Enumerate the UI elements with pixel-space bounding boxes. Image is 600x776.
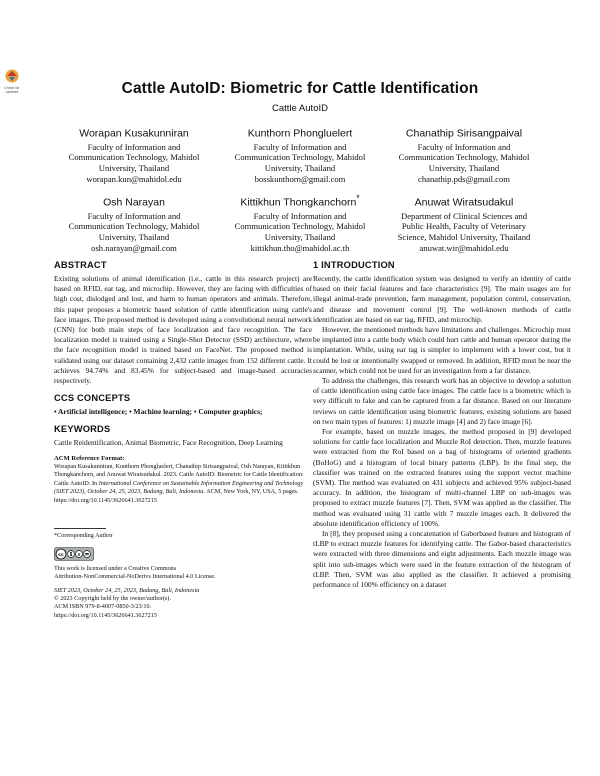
author-name: Anuwat Wiratsudakul <box>414 196 514 209</box>
creative-commons-badge[interactable] <box>54 547 94 561</box>
svg-text:$: $ <box>77 551 81 557</box>
intro-paragraph: To address the challenges, this research work has an objective to develop a solution of cattle identification using cattle face images. The cattle face is a biometric which is very difficult to fake and can be captured from a far distance. Based on our literature reviews on cattle identification using biometric features, existing solutions are based on two main types of features: 1) muzzle image [4] and 2) face image [6]. <box>313 376 571 426</box>
ccs-heading: CCS CONCEPTS <box>54 393 131 404</box>
author-affiliation: Faculty of Information and <box>87 210 181 221</box>
author-affiliation: Communication Technology, Mahidol <box>68 221 200 232</box>
abstract-text: Existing solutions of animal identification (i.e., cattle in this research project) are based on RFID, ear tag, and microchip. However, they are facing with difficulties of high cost, dislodged and lost, and harm to human operators and animals. Therefore, this paper proposes a biometric based solution of cattle identification using cattle's face images. The proposed method is developed using a convolutional neural network (CNN) for both main steps of face localization and face recognition. The face localization model is trained using a Single-Shot Detector (SSD) architecture, where the face recognition model is trained based on FaceNet. The proposed method is validated using our dataset containing 2,432 cattle images from 152 different cattle. It achieves 94.74% and 83.45% for subject-based and image-based accuracies respectively. <box>54 274 312 386</box>
author-email[interactable]: bosskunthorn@gmail.com <box>254 173 346 184</box>
author-affiliation: Faculty of Information and <box>87 141 181 152</box>
svg-text:cc: cc <box>58 553 64 559</box>
author-block <box>214 123 386 185</box>
author-name: Kunthorn Phongluelert <box>247 127 353 140</box>
author-affiliation: Communication Technology, Mahidol <box>398 152 530 163</box>
author-name: Worapan Kusakunniran <box>79 127 189 140</box>
author-block <box>48 192 220 254</box>
author-affiliation: University, Thailand <box>98 163 170 174</box>
doi-link[interactable]: https://doi.org/10.1145/3626641.3627215 <box>54 611 157 619</box>
author-affiliation: Public Health, Faculty of Veterinary <box>401 221 527 232</box>
author-affiliation: Department of Clinical Sciences and <box>401 210 527 221</box>
author-affiliation: Faculty of Information and <box>253 210 347 221</box>
author-affiliation: Communication Technology, Mahidol <box>234 221 366 232</box>
author-name: Kittikhun Thongkanchorn* <box>240 193 360 209</box>
copyright-line: © 2023 Copyright held by the owner/author(s). <box>54 594 171 602</box>
acm-ref-heading: ACM Reference Format: <box>54 454 125 462</box>
svg-text:updates: updates <box>5 90 19 94</box>
intro-paragraph: Recently, the cattle identification system was designed to verify an identity of cattle based on their facial features and face characteristics [9]. The main usages are for illegal animal-trade prevention, farm management, population control, conservation, and disease and movement control [9]. The well-known methods of cattle identification are based on ear tag, RFID, and microchip. <box>313 274 571 324</box>
author-affiliation: Science, Mahidol University, Thailand <box>397 232 531 243</box>
svg-text:Check for: Check for <box>4 86 20 90</box>
introduction-heading: 1 INTRODUCTION <box>313 260 395 270</box>
keywords-text: Cattle Reidentification, Animal Biometric, Face Recognition, Deep Learning <box>54 438 283 448</box>
intro-paragraph: In [8], they proposed using a concatenation of Gaborbased feature and histogram of tLBP to extract muzzle features for identifying cattle. The Gabor-based characteristics were extracted with three dimensions and eight adjustments. Each muzzle image was split into sub-images which were used in the feature extraction of the histogram of tLBP. Then, SVM was also applied as the classifier. It achieved a promising performance of 100% efficiency on a dataset <box>313 529 571 590</box>
author-affiliation: University, Thailand <box>428 163 500 174</box>
footnote-rule <box>54 528 106 529</box>
author-affiliation: Communication Technology, Mahidol <box>234 152 366 163</box>
ccs-concepts: • Artificial intelligence; • Machine learning; • Computer graphics; <box>54 407 263 417</box>
author-affiliation: Faculty of Information and <box>253 141 347 152</box>
author-affiliation: Faculty of Information and <box>417 141 511 152</box>
acm-reference: Worapan Kusakunniran, Kunthorn Phongluelert, Chanathip Sirisangpaival, Osh Narayan, Kittikhun Thongkanchorn, and Anuwat Wiratsudakul. 2023. Cattle AutoID: Biometric for Cattle Identification: Cattle AutoID. In International Conference on Sustainable Information Engineering and Technology (SIET 2023), October 24, 25, 2023, Badung, Bali, Indonesia. ACM, New York, NY, USA, 5 pages. https://doi.org/10.1145/3626641.3627215 <box>54 463 304 504</box>
paper-title: Cattle AutoID: Biometric for Cattle Identification <box>121 80 479 97</box>
abstract-heading: ABSTRACT <box>54 260 107 270</box>
corresponding-note: *Corresponding Author <box>54 532 113 540</box>
author-name: Chanathip Sirisangpaival <box>405 127 523 140</box>
conference-line: SIET 2023, October 24, 25, 2023, Badung, Bali, Indonesia <box>54 586 200 594</box>
left-column <box>54 259 312 620</box>
isbn-line: ACM ISBN 979-8-4007-0850-3/23/10. <box>54 603 152 611</box>
author-name: Osh Narayan <box>103 196 165 209</box>
author-block <box>48 123 220 185</box>
author-email[interactable]: chanathip.pds@gmail.com <box>418 173 510 184</box>
intro-paragraph: However, the mentioned methods have limitations and challenges. Microchip must be implanted into a cattle body which could hurt cattle and human operator during the implantation. While, using ear tag is simpler to implement with a lower cost, but it could be lost or intentionally swapped or removed. In addition, RFID must be near the scanner, which could not be used for an investigation from a far distance. <box>313 325 571 375</box>
author-affiliation: University, Thailand <box>264 232 336 243</box>
intro-paragraph: For example, based on muzzle images, the method proposed in [9] developed solutions for cattle face localization and Muzzle RoI detection. Then, muzzle features were extracted from the RoI based on a bag of histograms of oriented gradients (BoHoG) and a histogram of local binary patterns (LBP). In the final step, the classifier was trained on the extracted features using the support vector machine (SVM). The method was evaluated on 431 subjects and achieved 95% subject-based accuracy. In addition, the histogram of multi-channel LBP on sub-images was proposed to extract muzzle features [7]. Then, SVM was applied as the classifier. The method was evaluated using 31 cattle with 7 muzzle images each. It delivered the absolute identification efficiency of 100%. <box>313 427 571 528</box>
author-email[interactable]: osh.narayan@gmail.com <box>91 242 177 253</box>
author-email[interactable]: anuwat.wir@mahidol.edu <box>419 242 509 253</box>
author-block <box>378 192 550 254</box>
author-affiliation: Communication Technology, Mahidol <box>68 152 200 163</box>
author-block <box>378 123 550 185</box>
license-line: This work is licensed under a Creative Commons <box>54 564 177 572</box>
author-block <box>214 192 386 254</box>
license-line: Attribution-NonCommercial-NoDerivs International 4.0 License. <box>54 573 216 581</box>
right-column <box>313 259 571 590</box>
paper-subtitle: Cattle AutoID <box>272 103 328 114</box>
author-affiliation: University, Thailand <box>264 163 336 174</box>
keywords-heading: KEYWORDS <box>54 424 111 435</box>
author-email[interactable]: worapan.kun@mahidol.edu <box>86 173 182 184</box>
author-email[interactable]: kittikhun.tho@mahidol.ac.th <box>250 242 350 253</box>
author-affiliation: University, Thailand <box>98 232 170 243</box>
